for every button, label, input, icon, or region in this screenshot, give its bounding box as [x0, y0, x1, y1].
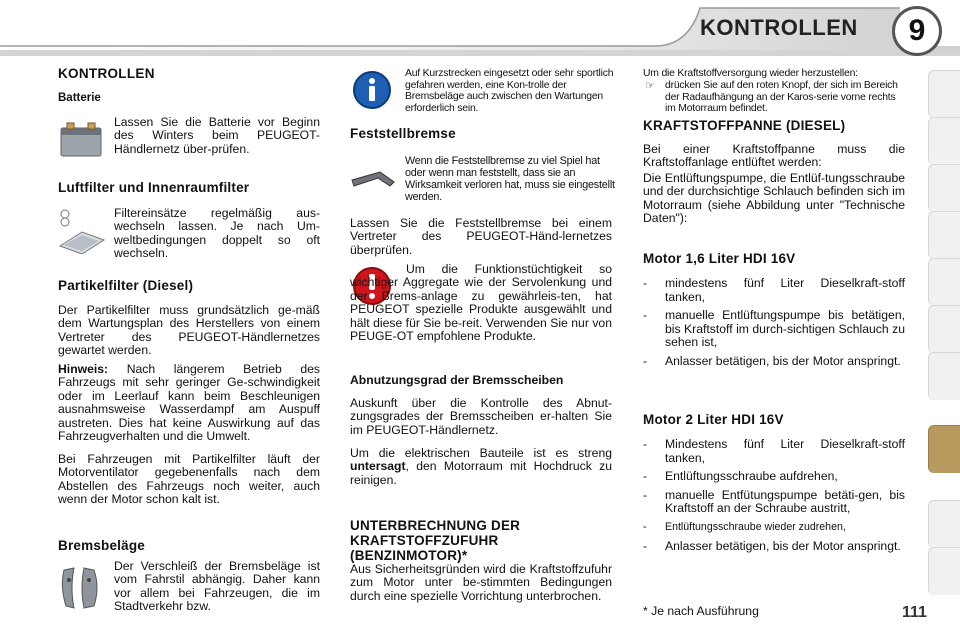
air-filter-icon: [58, 208, 106, 254]
bremsbelaege-heading: Bremsbeläge: [58, 538, 145, 553]
abnutzungsgrad-text: Auskunft über die Kontrolle des Abnut-zungsgrades der Bremsscheiben er-halten Sie im PEUGEOT-Händlernetz.: [350, 396, 612, 437]
list-item: - mindestens fünf Liter Dieselkraft-stoff tanken,: [643, 277, 905, 304]
partikelfilter-heading: Partikelfilter (Diesel): [58, 278, 194, 293]
chapter-tab[interactable]: [928, 211, 960, 259]
kraftstoffpanne-text-2: Die Entlüftungspumpe, die Entlüf-tungsschraube und der durchsichtige Schlauch befinden sich im Motorraum (siehe Abbildung unter "Technische Daten"):: [643, 171, 905, 226]
luftfilter-heading: Luftfilter und Innenraumfilter: [58, 180, 250, 195]
brake-pads-icon: [58, 562, 106, 612]
chapter-tab[interactable]: [928, 164, 960, 212]
unterbrechung-text: Aus Sicherheitsgründen wird die Kraftstoffzufuhr zum Motor unter be-stimmten Bedingungen durch eine spezielle Vorrichtung unterbrochen.: [350, 562, 612, 603]
restore-intro: Um die Kraftstoffversorgung wieder herzustellen:: [643, 68, 858, 79]
batterie-text: Lassen Sie die Batterie vor Beginn des Winters beim PEUGEOT-Händlernetz über-prüfen.: [114, 115, 320, 156]
section-heading-kontrollen: KONTROLLEN: [58, 66, 155, 81]
hinweis-label: Hinweis:: [58, 362, 109, 376]
list-item: - manuelle Entlüftungspumpe bis betätigen, bis Kraftstoff im durch-sichtigen Schlauch zu sehen ist,: [643, 309, 905, 350]
restore-item: drücken Sie auf den roten Knopf, der sich im Bereich der Radaufhängung an der Karos-serie vorne rechts im Motorraum befindet.: [665, 80, 898, 115]
bremsbelaege-text: Der Verschleiß der Bremsbeläge ist vom Fahrstil abhängig. Daher kann vor allem bei Fahrzeugen, die im Stadtverkehr bzw.: [114, 559, 320, 614]
chapter-tab[interactable]: [928, 500, 960, 548]
page-number: 111: [902, 604, 927, 621]
kraftstoffpanne-text-1: Bei einer Kraftstoffpanne muss die Kraftstoffanlage entlüftet werden:: [643, 142, 905, 170]
chapter-tab[interactable]: [928, 117, 960, 165]
hand-pointer-icon: ☞: [645, 80, 655, 92]
chapter-tab-active[interactable]: [928, 425, 960, 473]
chapter-title: KONTROLLEN: [700, 15, 858, 40]
kraftstoffpanne-heading: KRAFTSTOFFPANNE (DIESEL): [643, 118, 846, 133]
motor-2-heading: Motor 2 Liter HDI 16V: [643, 412, 784, 427]
luftfilter-text: Filtereinsätze regelmäßig aus-wechseln lassen. Je nach Um-weltbedingungen doppelt so oft wechseln.: [114, 206, 320, 261]
partikelfilter-text-1: Der Partikelfilter muss grundsätzlich ge-mäß dem Wartungsplan des Herstellers von einem Vertreter des PEUGEOT-Händlernetzes gewartet werden.: [58, 303, 320, 358]
list-item: - manuelle Entfütungspumpe betäti-gen, bis Kraftstoff an der Schraube austritt,: [643, 489, 905, 516]
warning-text: Um die Funktionstüchtigkeit so wichtiger Aggregate wie der Servolenkung und der Brems-anlage zu gewährleis-ten, hat PEUGEOT spezielle Produkte ausgewählt und hält diese für Sie be-reit. Verwenden Sie nur von PEUGE-OT empfohlene Produkte.: [350, 262, 612, 344]
reinigung-text: Um die elektrischen Bauteile ist es streng untersagt, den Motorraum mit Hochdruck zu reinigen.: [350, 446, 612, 487]
list-item: - Anlasser betätigen, bis der Motor anspringt.: [643, 355, 905, 369]
info-icon: [352, 70, 392, 110]
chapter-tab[interactable]: [928, 547, 960, 595]
list-item: - Entlüftungsschraube wieder zudrehen,: [643, 521, 905, 535]
feststellbremse-side-text: Wenn die Feststellbremse zu viel Spiel hat oder wenn man feststellt, dass sie an Wirksamkeit verloren hat, muss sie eingestellt werden.: [405, 155, 615, 203]
chapter-tab[interactable]: [928, 70, 960, 118]
partikelfilter-text-2: Hinweis: Nach längerem Betrieb des Fahrzeugs mit sehr geringer Ge-schwindigkeit oder im Leerlauf kann beim Beschleunigen ausnahmsweise Wasserdampf am Auspuff austreten. Dies hat keine Auswirkung auf das Fahrzeugverhalten und die Umwelt.: [58, 362, 320, 444]
battery-icon: [58, 118, 104, 158]
parking-brake-lever-icon: [350, 162, 396, 194]
chapter-tab[interactable]: [928, 352, 960, 400]
chapter-tab[interactable]: [928, 258, 960, 306]
chapter-number-badge: 9: [892, 6, 942, 56]
chapter-tab[interactable]: [928, 305, 960, 353]
abnutzungsgrad-heading: Abnutzungsgrad der Bremsscheiben: [350, 373, 564, 387]
chapter-tabs: [928, 70, 960, 630]
list-item: - Entlüftungsschraube aufdrehen,: [643, 470, 905, 484]
feststellbremse-heading: Feststellbremse: [350, 126, 456, 141]
list-item: - Mindestens fünf Liter Dieselkraft-stoff tanken,: [643, 438, 905, 465]
info-text: Auf Kurzstrecken eingesetzt oder sehr sportlich gefahren werden, eine Kon-trolle der Bremsbeläge auch zwischen den Wartungen erforderlich sein.: [405, 68, 614, 114]
batterie-heading: Batterie: [58, 92, 101, 104]
motor-16-heading: Motor 1,6 Liter HDI 16V: [643, 251, 796, 266]
motor-2-steps: [643, 438, 905, 558]
feststellbremse-text: Lassen Sie die Feststellbremse bei einem Vertreter des PEUGEOT-Händ-lernetzes überprüfen.: [350, 216, 612, 257]
list-item: - Anlasser betätigen, bis der Motor anspringt.: [643, 540, 905, 554]
partikelfilter-text-3: Bei Fahrzeugen mit Partikelfilter läuft der Motorventilator gegebenenfalls nach dem Abstellen des Fahrzeugs noch weiter, auch wenn der Motor schon kalt ist.: [58, 452, 320, 507]
unterbrechung-heading: UNTERBRECHNUNG DER KRAFTSTOFFZUFUHR (BENZINMOTOR)*: [350, 518, 521, 563]
footnote: * Je nach Ausführung: [643, 604, 759, 618]
motor-16-steps: [643, 277, 905, 374]
